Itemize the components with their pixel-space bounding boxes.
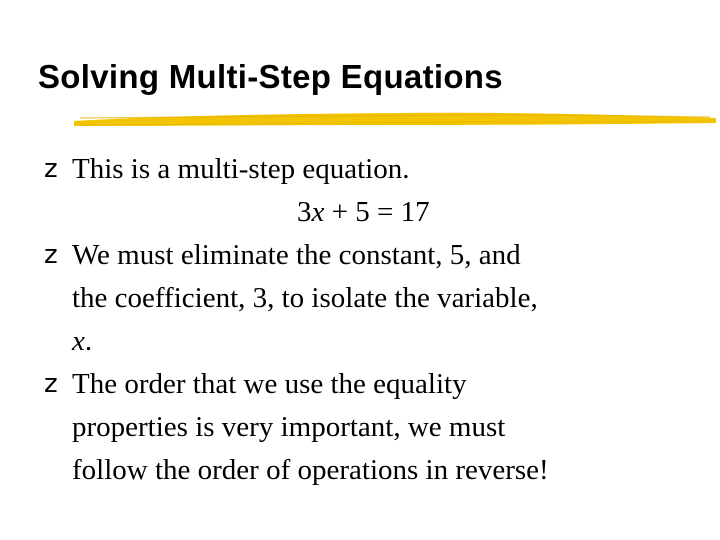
bullet-text-line-1: We must eliminate the constant, 5, and [72, 239, 521, 271]
equation-rest: + 5 = 17 [324, 196, 430, 228]
equation [72, 191, 716, 234]
bullet-item-2 [44, 234, 716, 363]
period: . [84, 325, 93, 357]
bullet-item-1 [44, 148, 716, 234]
bullet-icon: z [44, 240, 58, 270]
bullet-item-3 [44, 363, 716, 492]
title-underline-brushstroke [70, 106, 720, 132]
bullet-icon: z [44, 154, 58, 184]
bullet-text-line-2: properties is very important, we must [72, 411, 506, 443]
bullet-text-line-3 [72, 320, 716, 363]
bullet-text-line-2: the coefficient, 3, to isolate the variable, [72, 282, 538, 314]
bullet-icon: z [44, 369, 58, 399]
slide-title: Solving Multi-Step Equations [38, 58, 503, 95]
equation-variable: x [311, 196, 325, 228]
bullet-text-line-1: The order that we use the equality [72, 368, 467, 400]
slide-body [44, 148, 716, 492]
bullet-text: This is a multi-step equation. [72, 153, 410, 185]
equation-coefficient: 3 [297, 196, 312, 228]
variable-x: x [72, 325, 85, 357]
bullet-text-line-3: follow the order of operations in reverse! [72, 454, 549, 486]
